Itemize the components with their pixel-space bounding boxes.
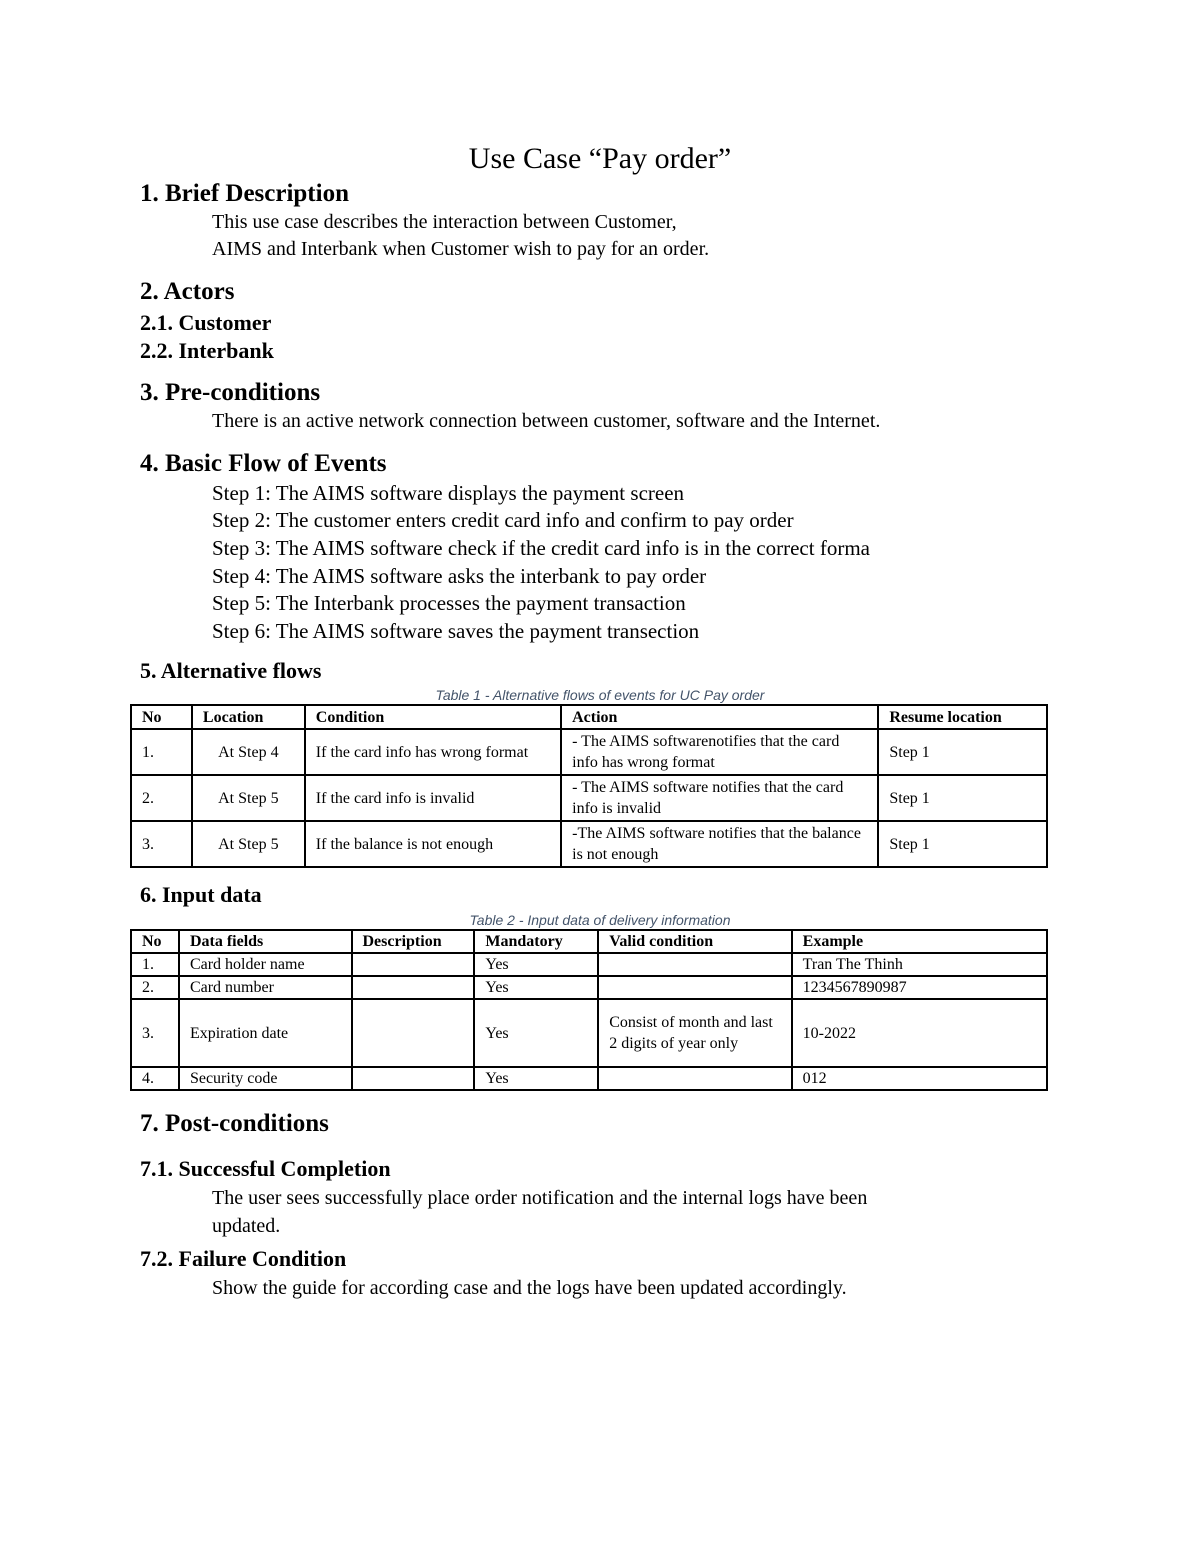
flow-step: Step 6: The AIMS software saves the payment transection: [212, 619, 700, 643]
table-row: [131, 1067, 1047, 1090]
table-cell: 2.: [131, 976, 179, 999]
column-header: Description: [352, 930, 475, 953]
table-cell: Card number: [179, 976, 352, 999]
column-header: No: [131, 705, 192, 729]
table-cell: Card holder name: [179, 953, 352, 976]
table-row: [131, 821, 1047, 867]
table-cell: [598, 953, 791, 976]
table-cell: - The AIMS softwarenotifies that the card info has wrong format: [561, 729, 878, 775]
table-cell: Security code: [179, 1067, 352, 1090]
section-heading-basic-flow: 4. Basic Flow of Events: [140, 450, 387, 477]
column-header: Example: [792, 930, 1047, 953]
brief-text-line: AIMS and Interbank when Customer wish to pay for an order.: [212, 238, 710, 260]
table-cell: Yes: [474, 999, 598, 1067]
flow-step: Step 5: The Interbank processes the payment transaction: [212, 591, 686, 615]
table-cell: 3.: [131, 999, 179, 1067]
table-cell: [352, 976, 475, 999]
flow-step: Step 4: The AIMS software asks the interbank to pay order: [212, 564, 707, 588]
table-cell: [352, 953, 475, 976]
section-heading-input-data: 6. Input data: [140, 882, 262, 907]
table-cell: At Step 5: [192, 821, 305, 867]
table-header-row: [131, 705, 1047, 729]
alt-flows-table: [130, 704, 1048, 868]
section-heading-alt-flows: 5. Alternative flows: [140, 658, 322, 683]
table-cell: -The AIMS software notifies that the balance is not enough: [561, 821, 878, 867]
column-header: Condition: [305, 705, 561, 729]
table-cell: 012: [792, 1067, 1047, 1090]
table-cell: At Step 4: [192, 729, 305, 775]
table-cell: 4.: [131, 1067, 179, 1090]
success-text-line: The user sees successfully place order notification and the internal logs have been: [212, 1187, 868, 1209]
table-row: [131, 729, 1047, 775]
success-text-line: updated.: [212, 1215, 281, 1237]
actor-customer: 2.1. Customer: [140, 310, 272, 335]
column-header: Data fields: [179, 930, 352, 953]
section-heading-postconditions: 7. Post-conditions: [140, 1110, 329, 1137]
table-cell: [352, 999, 475, 1067]
table-cell: [352, 1067, 475, 1090]
table-row: [131, 953, 1047, 976]
column-header: Resume location: [878, 705, 1047, 729]
table-cell: If the card info has wrong format: [305, 729, 561, 775]
flow-step: Step 3: The AIMS software check if the credit card info is in the correct forma: [212, 536, 870, 560]
table-row: [131, 775, 1047, 821]
table-cell: At Step 5: [192, 775, 305, 821]
table-cell: Step 1: [878, 775, 1047, 821]
table-cell: 3.: [131, 821, 192, 867]
table-caption: Table 2 - Input data of delivery information: [469, 912, 731, 928]
table-header-row: [131, 930, 1047, 953]
section-heading-brief: 1. Brief Description: [140, 180, 349, 207]
column-header: Mandatory: [474, 930, 598, 953]
table-cell: 2.: [131, 775, 192, 821]
page-title: Use Case “Pay order”: [468, 142, 732, 175]
column-header: Valid condition: [598, 930, 791, 953]
table-row: [131, 976, 1047, 999]
failure-text: Show the guide for according case and the logs have been updated accordingly.: [212, 1277, 847, 1299]
flow-step: Step 1: The AIMS software displays the payment screen: [212, 481, 685, 505]
table-cell: 10-2022: [792, 999, 1047, 1067]
table-caption: Table 1 - Alternative flows of events for UC Pay order: [435, 687, 765, 703]
table-cell: 1234567890987: [792, 976, 1047, 999]
flow-step: Step 2: The customer enters credit card info and confirm to pay order: [212, 508, 794, 532]
subheading-failure: 7.2. Failure Condition: [140, 1246, 347, 1271]
column-header: Location: [192, 705, 305, 729]
section-heading-actors: 2. Actors: [140, 278, 235, 305]
table-cell: Yes: [474, 976, 598, 999]
table-cell: Expiration date: [179, 999, 352, 1067]
table-cell: Yes: [474, 1067, 598, 1090]
table-cell: If the balance is not enough: [305, 821, 561, 867]
table-cell: - The AIMS software notifies that the card info is invalid: [561, 775, 878, 821]
input-data-table: [130, 929, 1048, 1091]
table-cell: 1.: [131, 729, 192, 775]
section-heading-preconditions: 3. Pre-conditions: [140, 379, 321, 406]
subheading-success: 7.1. Successful Completion: [140, 1156, 391, 1181]
actor-interbank: 2.2. Interbank: [140, 338, 274, 363]
table-cell: If the card info is invalid: [305, 775, 561, 821]
column-header: No: [131, 930, 179, 953]
table-cell: 1.: [131, 953, 179, 976]
table-cell: Step 1: [878, 821, 1047, 867]
table-row: [131, 999, 1047, 1067]
preconditions-text: There is an active network connection between customer, software and the Internet.: [212, 410, 881, 432]
table-cell: Consist of month and last 2 digits of year only: [598, 999, 791, 1067]
table-cell: Yes: [474, 953, 598, 976]
brief-text-line: This use case describes the interaction between Customer,: [212, 211, 677, 233]
table-cell: [598, 976, 791, 999]
column-header: Action: [561, 705, 878, 729]
table-cell: Tran The Thinh: [792, 953, 1047, 976]
table-cell: Step 1: [878, 729, 1047, 775]
table-cell: [598, 1067, 791, 1090]
